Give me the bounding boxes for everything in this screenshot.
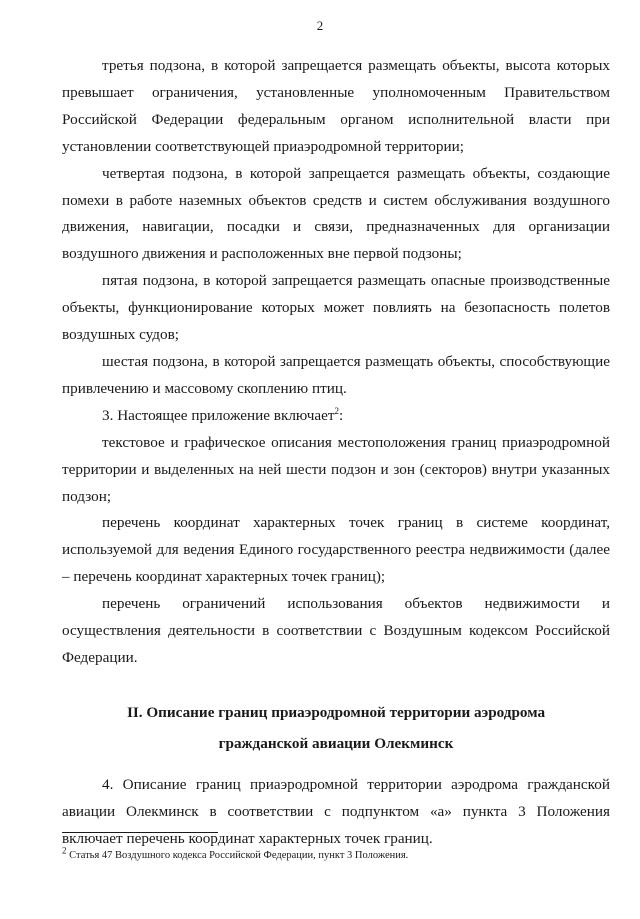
footnote: [62, 845, 610, 863]
paragraph-item-3: [62, 403, 610, 430]
paragraph-subzone-4: четвертая подзона, в которой запрещается размещать объекты, создающие помехи в работе наземных объектов средств и систем обслуживания воздушного движения, навигации, посадки и связи, предназначенных для организации воздушного движения и расположенных вне первой подзоны;: [62, 164, 610, 263]
footnote-text: Статья 47 Воздушного кодекса Российской Федерации, пункт 3 Положения.: [69, 850, 409, 861]
list-item-descriptions: текстовое и графическое описания местоположения границ приаэродромной территории и выделенных на ней шести подзон и зон (секторов) внутри указанных подзон;: [62, 433, 610, 505]
footnote-reference: 2: [334, 405, 339, 416]
paragraph-item-4: 4. Описание границ приаэродромной территории аэродрома гражданской авиации Олекминск в соответствии с подпунктом «а» пункта 3 Положения включает перечень координат характерных точек границ.: [62, 775, 610, 847]
item-3-text: 3. Настоящее приложение включает: [102, 406, 335, 424]
item-3-suffix: :: [338, 406, 344, 424]
list-item-restrictions: перечень ограничений использования объектов недвижимости и осуществления деятельности в соответствии с Воздушным кодексом Российской Федерации.: [62, 595, 610, 666]
footnote-divider: [62, 832, 218, 833]
section-heading: [62, 697, 610, 759]
section-heading-line-1: II. Описание границ приаэродромной территории аэродрома: [126, 703, 546, 721]
document-body: [62, 53, 610, 853]
section-heading-line-2: гражданской авиации Олекминск: [218, 734, 454, 752]
paragraph-subzone-6: шестая подзона, в которой запрещается размещать объекты, способствующие привлечению и массовому скоплению птиц.: [62, 352, 610, 397]
page-number: 2: [316, 18, 324, 33]
list-item-coordinates: перечень координат характерных точек границ в системе координат, используемой для ведения Единого государственного реестра недвижимости (далее – перечень координат характерных точек границ);: [62, 514, 610, 586]
paragraph-subzone-5: пятая подзона, в которой запрещается размещать опасные производственные объекты, функционирование которых может повлиять на безопасность полетов воздушных судов;: [62, 272, 610, 344]
footnote-mark: 2: [62, 845, 67, 856]
paragraph-subzone-3: третья подзона, в которой запрещается размещать объекты, высота которых превышает ограничения, установленные уполномоченным Правительством Российской Федерации федеральным органом исполнительной власти при установлении соответствующей приаэродромной территории;: [62, 57, 610, 155]
